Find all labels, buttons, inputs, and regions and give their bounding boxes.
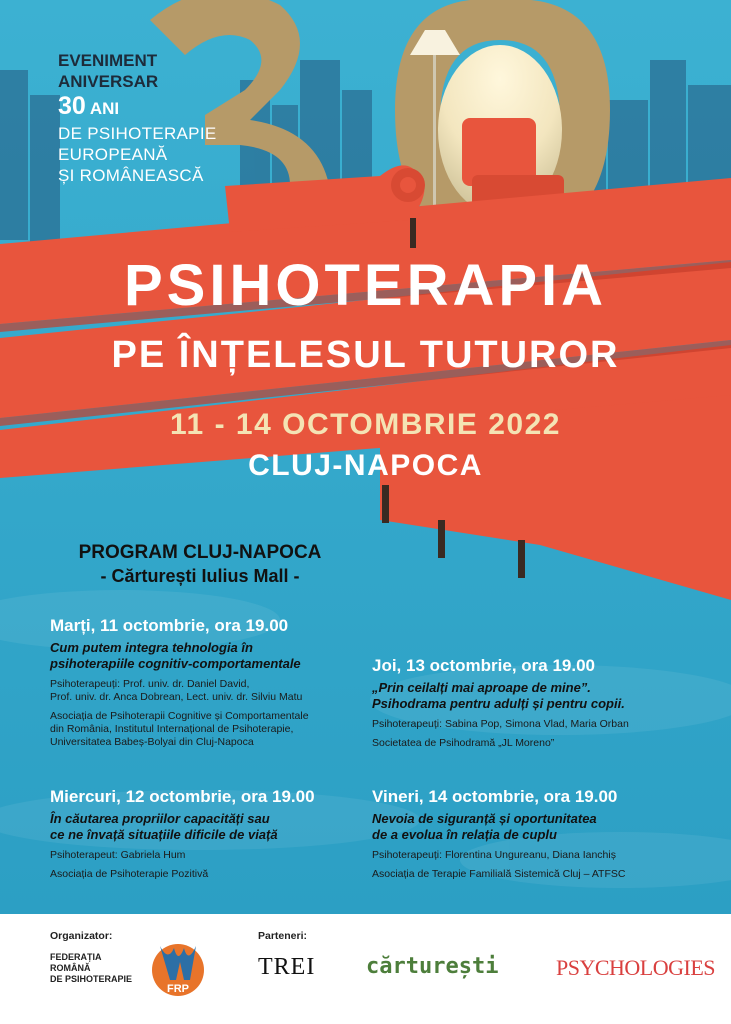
event-day: Miercuri, 12 octombrie, ora 19.00 [50,787,315,806]
carturesti-logo[interactable]: cărturești [366,954,499,979]
event-therapists [50,678,350,704]
event-topic-line: Cum putem integra tehnologia în [50,640,253,655]
event-thursday [372,656,702,750]
event-day: Marți, 11 octombrie, ora 19.00 [50,616,289,635]
event-organization-line: Universitatea Babeș-Bolyai din Cluj-Napoca [50,736,254,748]
event-dates: 11 - 14 OCTOMBRIE 2022 [170,408,561,441]
event-organization-line: Asociația de Psihoterapie Pozitivă [50,868,209,880]
event-organization [372,868,712,881]
anniversary-line-4: DE PSIHOTERAPIE [58,124,217,143]
main-title: PSIHOTERAPIA [123,253,608,318]
event-topic-line: Nevoia de siguranță și oportunitatea [372,811,597,826]
event-topic-line: „Prin ceilalți mai aproape de mine”. [372,680,591,695]
partners-label: Parteneri: [258,930,308,942]
event-organization-line: Societatea de Psihodramă „JL Moreno” [372,737,555,749]
event-topic [372,811,712,843]
frp-logo[interactable] [150,940,206,998]
event-topic [50,811,350,843]
event-therapists-line: Psihoterapeuți: Prof. univ. dr. Daniel David, [50,678,250,690]
anniversary-line-1: EVENIMENT [58,51,158,70]
event-organization [50,710,350,749]
program-venue: - Cărturești Iulius Mall - [100,566,300,586]
anniversary-line-2: ANIVERSAR [58,72,159,91]
event-topic-line: În căutarea propriilor capacități sau [50,811,270,826]
frp-name-line: FEDERAȚIA [50,952,102,962]
event-organization [372,737,702,750]
event-therapists-line: Psihoterapeut: Gabriela Hum [50,849,186,861]
event-day: Vineri, 14 octombrie, ora 19.00 [372,787,618,806]
event-topic-line: psihoterapiile cognitiv-comportamentale [50,656,301,671]
event-topic [372,680,702,712]
anniversary-line-5: EUROPEANĂ [58,145,168,164]
psychologies-logo[interactable]: PSYCHOLOGIES [556,955,716,980]
event-organization-line: Asociația de Terapie Familială Sistemică Cluj – ATFSC [372,868,626,880]
anniversary-line-6: ȘI ROMÂNEASCĂ [58,166,204,185]
event-therapists-line: Psihoterapeuți: Sabina Pop, Simona Vlad, Maria Orban [372,718,629,730]
event-topic-line: ce ne învață situațiile dificile de viață [50,827,278,842]
event-day: Joi, 13 octombrie, ora 19.00 [372,656,595,675]
event-organization-line: din România, Institutul Internațional de Psihoterapie, [50,723,294,735]
frp-name [50,952,132,985]
event-therapists [372,849,712,862]
event-topic-line: de a evolua în relația de cuplu [372,827,557,842]
event-tuesday [50,616,350,749]
event-organization [50,868,350,881]
event-wednesday [50,787,350,881]
frp-name-line: DE PSIHOTERAPIE [50,974,133,984]
sub-title: PE ÎNȚELESUL TUTUROR [111,334,620,376]
organizer-label: Organizator: [50,930,113,942]
event-therapists-line: Prof. univ. dr. Anca Dobrean, Lect. univ. dr. Silviu Matu [50,691,303,703]
anniversary-ani: ANI [89,99,120,118]
event-therapists-line: Psihoterapeuți: Florentina Ungureanu, Diana Ianchiș [372,849,616,861]
event-organization-line: Asociația de Psihoterapii Cognitive și Comportamentale [50,710,309,722]
frp-name-line: ROMÂNĂ [50,963,91,973]
event-topic-line: Psihodrama pentru adulți și pentru copii. [372,696,625,711]
event-city: CLUJ-NAPOCA [248,449,483,482]
event-therapists [372,718,702,731]
anniversary-number: 30 [58,92,86,120]
event-friday [372,787,712,881]
program-title: PROGRAM CLUJ-NAPOCA [78,542,322,563]
frp-logo-text: FRP [167,983,189,995]
trei-logo[interactable]: TREI [258,954,316,980]
event-therapists [50,849,350,862]
event-topic [50,640,350,672]
anniversary-block [58,50,216,186]
anniversary-years [58,92,216,123]
